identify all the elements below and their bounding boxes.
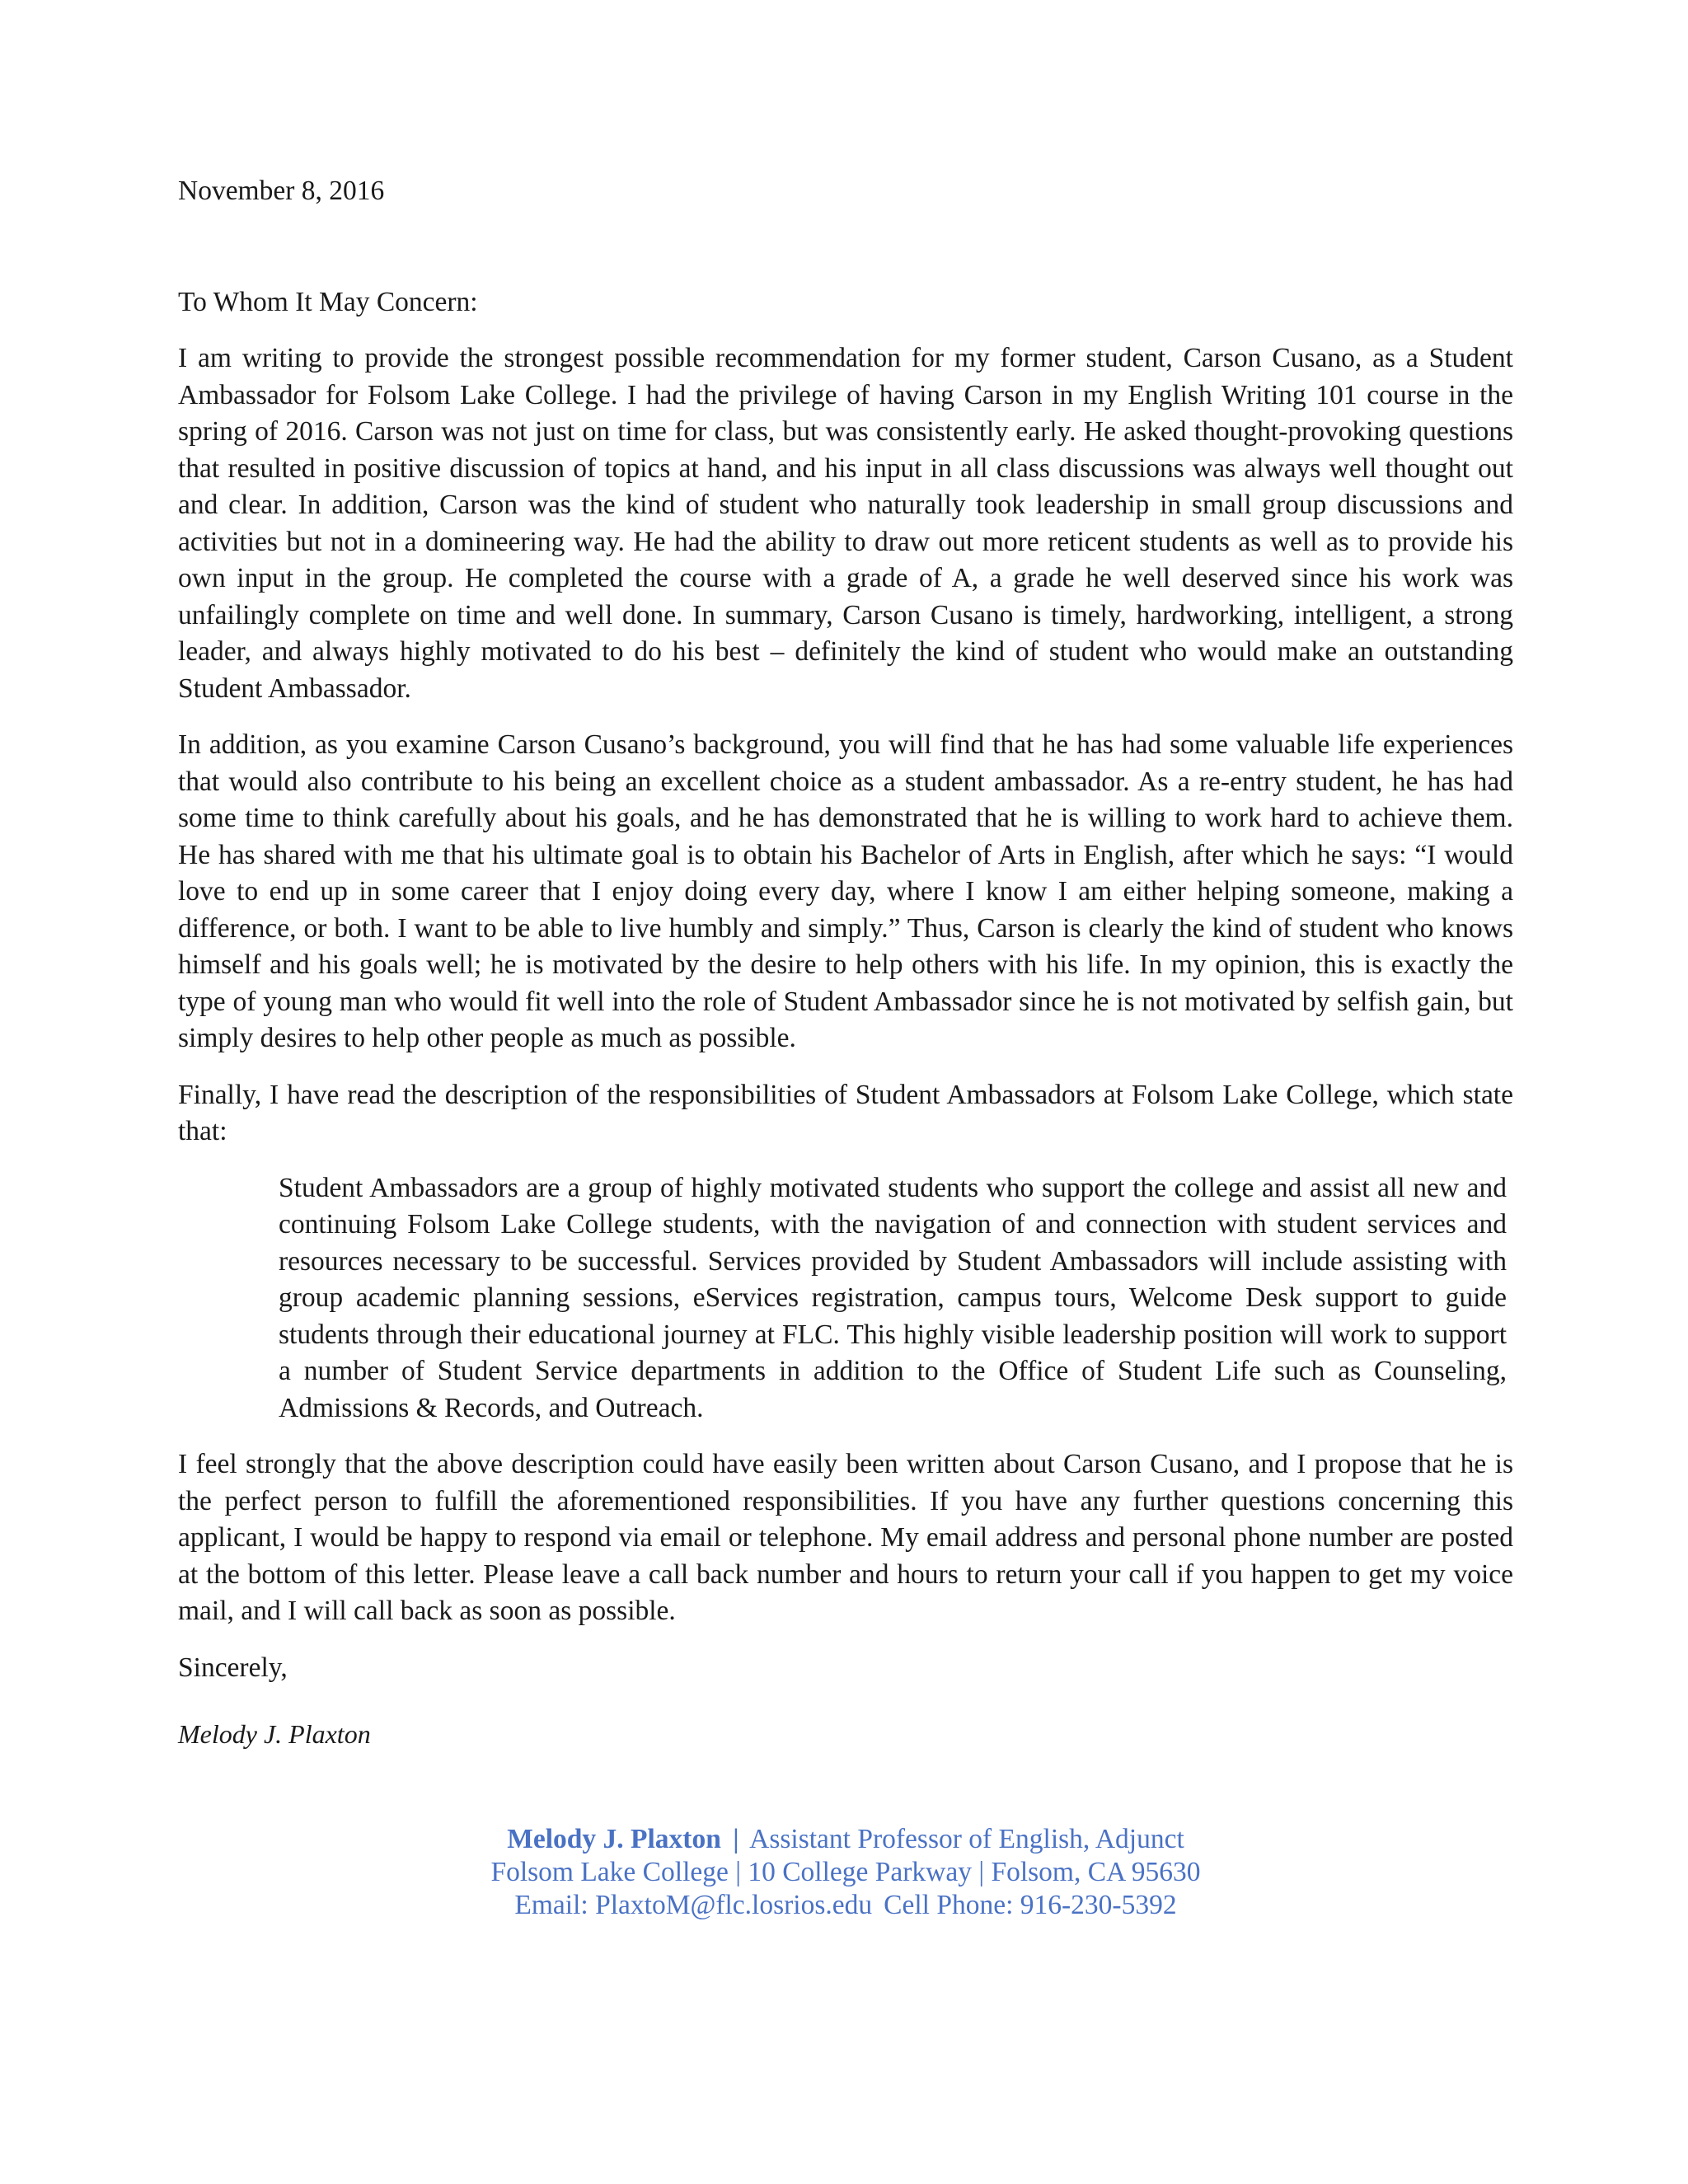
footer-address: Folsom Lake College | 10 College Parkway | Folsom, CA 95630 [490, 1857, 1201, 1887]
salutation: To Whom It May Concern: [178, 286, 478, 317]
paragraph-recommendation: I am writing to provide the strongest possible recommendation for my former student, Carson Cusano, as a Student Ambassador for Folsom Lake College. I had the privilege of having Carson in my English Writing 101 course in the spring of 2016. Carson was not just on time for class, but was consistently early. He asked thought-provoking questions that resulted in positive discussion of topics at hand, and his input in all class discussions was always well thought out and clear. In addition, Carson was the kind of student who naturally took leadership in small group discussions and activities but not in a domineering way. He had the ability to draw out more reticent students as well as to provide his own input in the group. He completed the course with a grade of A, a grade he well deserved since his work was unfailingly complete on time and well done. In summary, Carson Cusano is timely, hardworking, intelligent, a strong leader, and always highly motivated to do his best – definitely the kind of student who would make an outstanding Student Ambassador. [178, 343, 1513, 704]
letter-body [178, 173, 1513, 1753]
signature: Melody J. Plaxton [178, 1719, 371, 1749]
footer-email[interactable]: Email: PlaxtoM@flc.losrios.edu [514, 1890, 873, 1920]
footer-name: Melody J. Plaxton [507, 1824, 721, 1854]
paragraph-description-intro: Finally, I have read the description of the responsibilities of Student Ambassadors at Folsom Lake College, which state that: [178, 1079, 1513, 1146]
footer-contact-line [178, 1889, 1513, 1922]
footer-phone[interactable]: Cell Phone: 916-230-5392 [884, 1890, 1177, 1920]
paragraph-conclusion: I feel strongly that the above description could have easily been written about Carson Cusano, and I propose that he is the perfect person to fulfill the aforementioned responsibilities. If you have any further questions concerning this applicant, I would be happy to respond via email or telephone. My email address and personal phone number are posted at the bottom of this letter. Please leave a call back number and hours to return your call if you happen to get my voice mail, and I will call back as soon as possible. [178, 1449, 1513, 1626]
footer-separator: | [733, 1824, 739, 1854]
paragraph-background: In addition, as you examine Carson Cusano’s background, you will find that he has had some valuable life experiences that would also contribute to his being an excellent choice as a student ambassador. As a re-entry student, he has had some time to think carefully about his goals, and he has demonstrated that he is willing to work hard to achieve them. He has shared with me that his ultimate goal is to obtain his Bachelor of Arts in English, after which he says: “I would love to end up in some career that I enjoy doing every day, where I know I am either helping someone, making a difference, or both. I want to be able to live humbly and simply.” Thus, Carson is clearly the kind of student who knows himself and his goals well; he is motivated by the desire to help others with his life. In my opinion, this is exactly the type of young man who would fit well into the role of Student Ambassador since he is not motivated by selfish gain, but simply desires to help other people as much as possible. [178, 729, 1513, 1053]
letter-date: November 8, 2016 [178, 176, 385, 206]
block-quote-description: Student Ambassadors are a group of highly motivated students who support the college and assist all new and continuing Folsom Lake College students, with the navigation of and connection with student services and resources necessary to be successful. Services provided by Student Ambassadors will include assisting with group academic planning sessions, eServices registration, campus tours, Welcome Desk support to guide students through their educational journey at FLC. This highly visible leadership position will work to support a number of Student Service departments in addition to the Office of Student Life such as Counseling, Admissions & Records, and Outreach. [279, 1172, 1507, 1423]
footer-title: Assistant Professor of English, Adjunct [749, 1824, 1184, 1854]
footer-name-line [178, 1823, 1513, 1856]
contact-footer [178, 1823, 1513, 1922]
closing: Sincerely, [178, 1652, 288, 1683]
